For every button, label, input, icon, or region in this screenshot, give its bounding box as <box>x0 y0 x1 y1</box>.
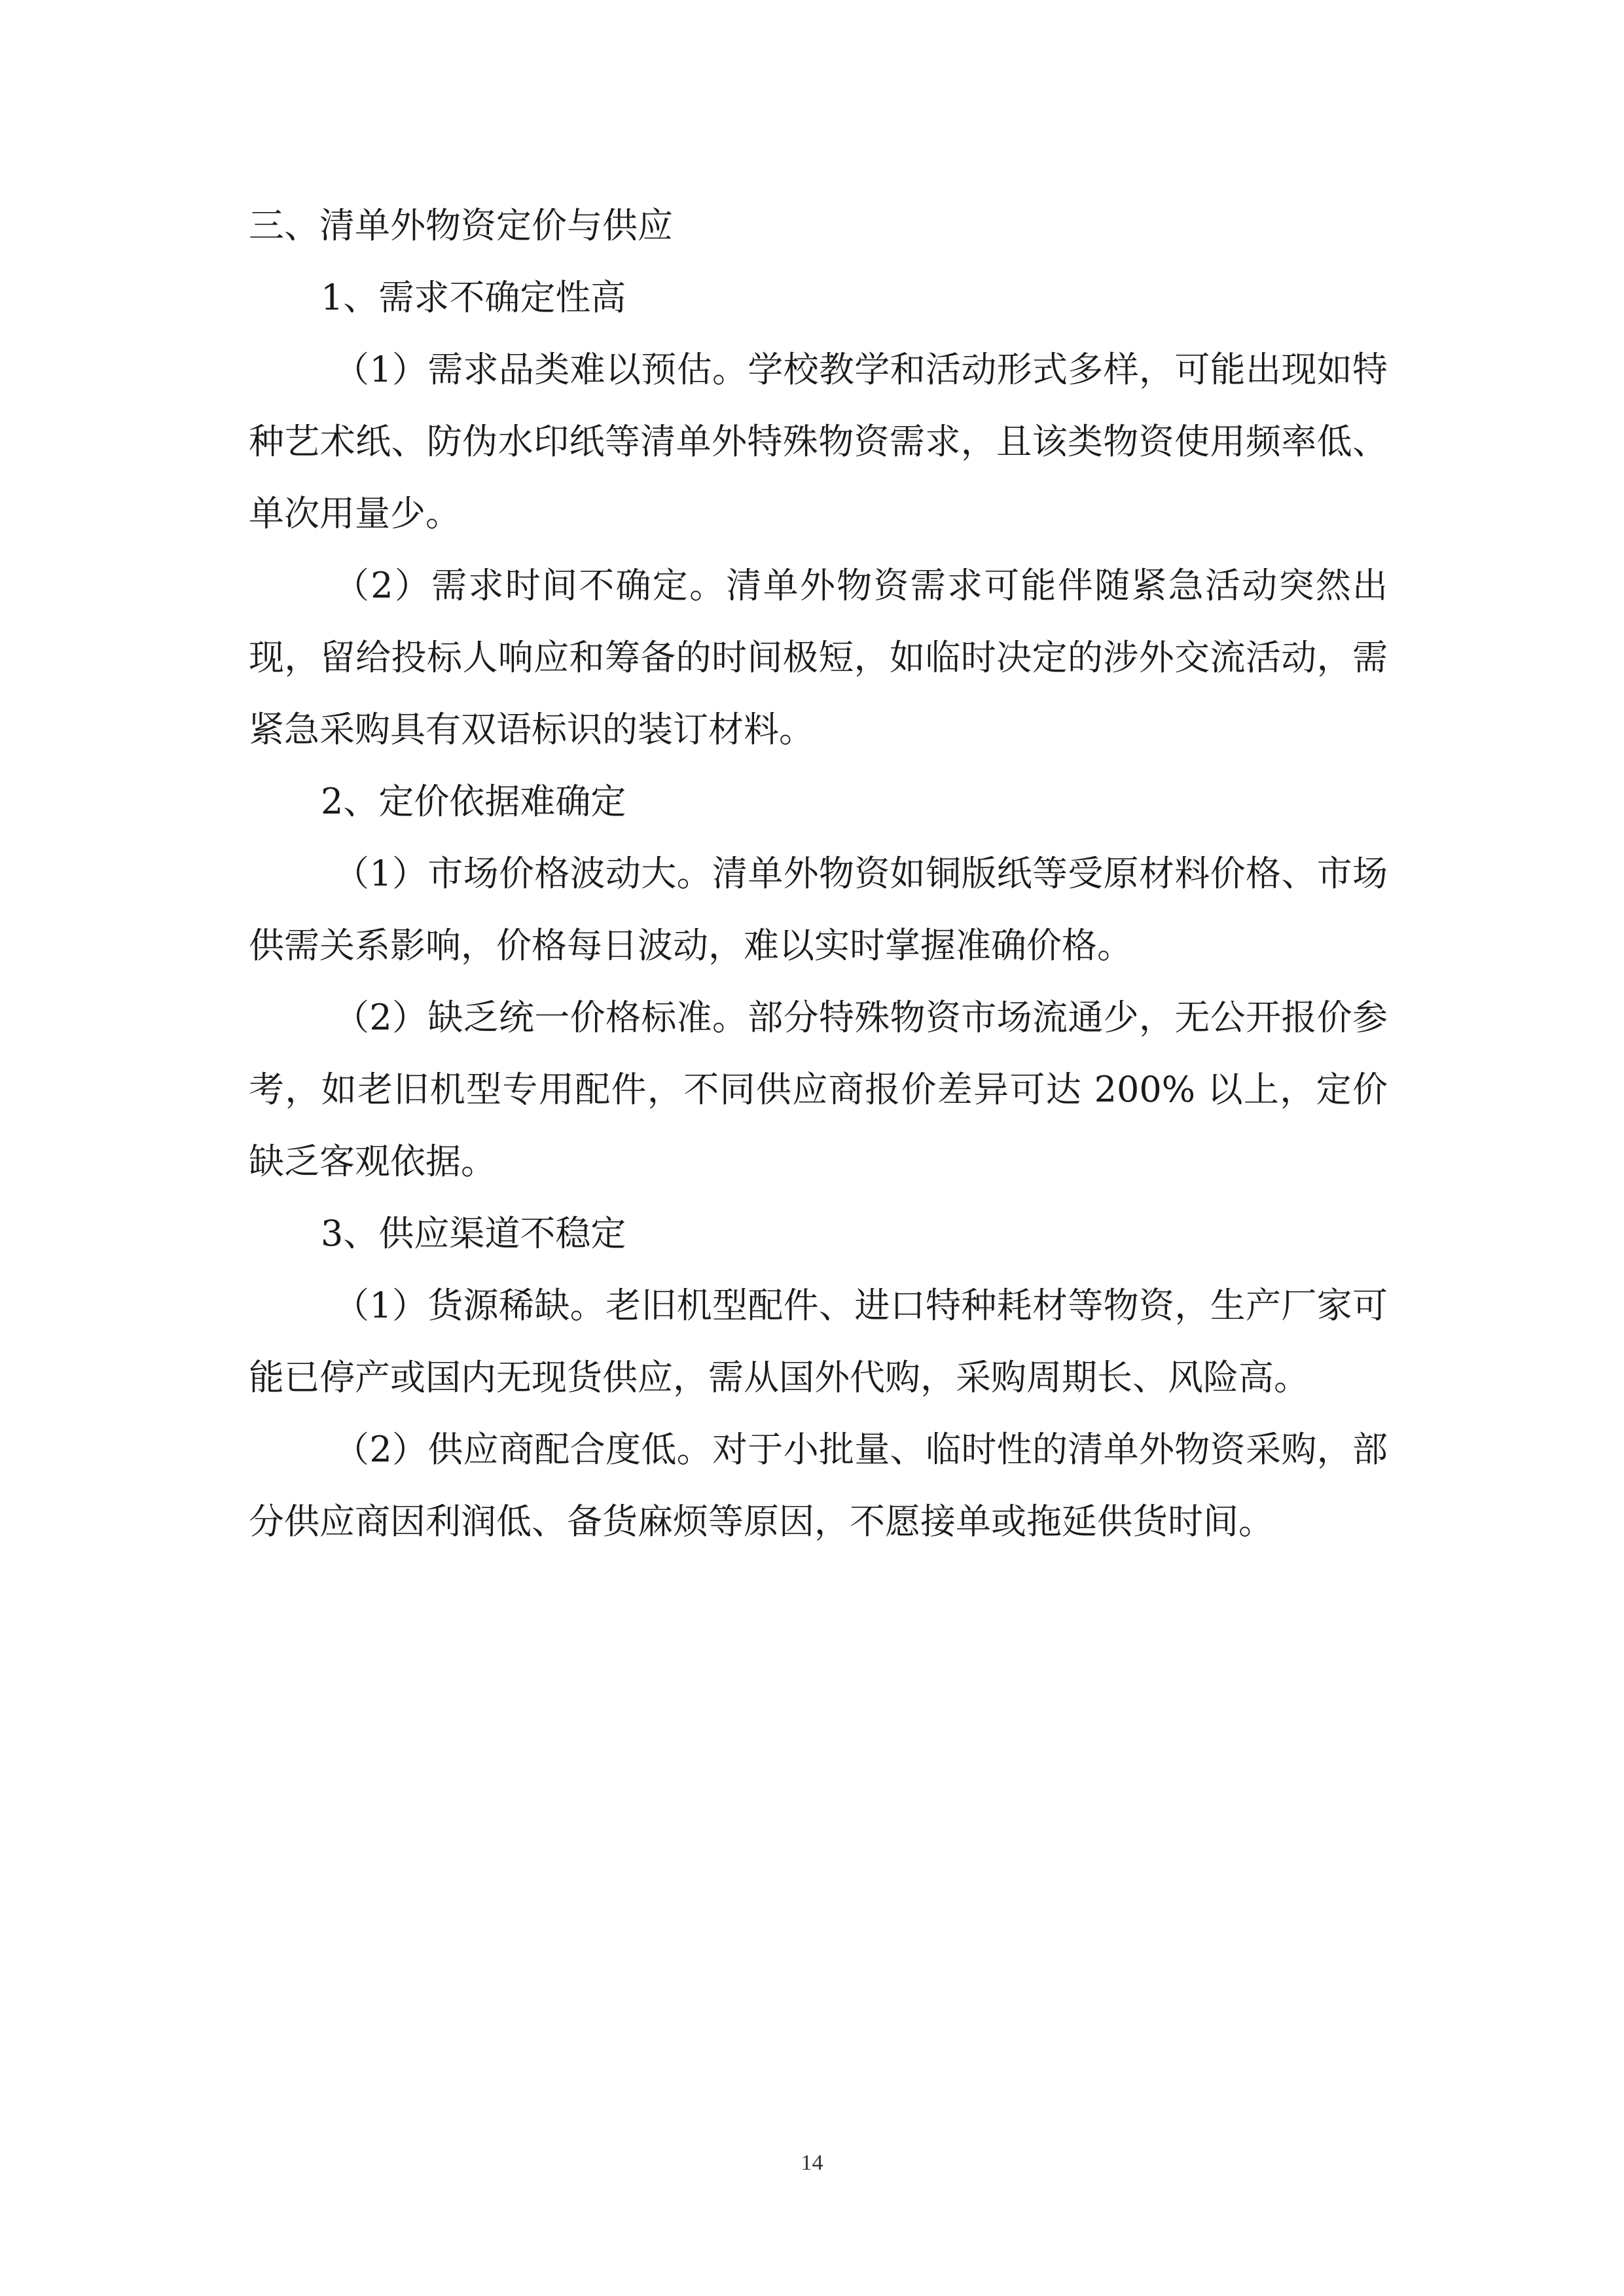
subsection-title-1: 1、需求不确定性高 <box>321 277 626 318</box>
page-content <box>249 190 1388 1558</box>
section-heading: 三、清单外物资定价与供应 <box>249 205 673 246</box>
page-number: 14 <box>801 2151 823 2175</box>
paragraph: （2）缺乏统一价格标准。部分特殊物资市场流通少，无公开报价参考，如老旧机型专用配件，不同供应商报价差异可达 200% 以上，定价缺乏客观依据。 <box>249 997 1388 1182</box>
subsection-title-3: 3、供应渠道不稳定 <box>321 1213 626 1254</box>
subsection-title-2: 2、定价依据难确定 <box>321 781 626 822</box>
paragraph: （1）市场价格波动大。清单外物资如铜版纸等受原材料价格、市场供需关系影响，价格每日波动，难以实时掌握准确价格。 <box>249 853 1388 966</box>
paragraph: （1）需求品类难以预估。学校教学和活动形式多样，可能出现如特种艺术纸、防伪水印纸等清单外特殊物资需求，且该类物资使用频率低、单次用量少。 <box>249 349 1388 534</box>
paragraph: （2）供应商配合度低。对于小批量、临时性的清单外物资采购，部分供应商因利润低、备货麻烦等原因，不愿接单或拖延供货时间。 <box>249 1429 1388 1542</box>
paragraph: （1）货源稀缺。老旧机型配件、进口特种耗材等物资，生产厂家可能已停产或国内无现货供应，需从国外代购，采购周期长、风险高。 <box>249 1285 1388 1398</box>
paragraph: （2）需求时间不确定。清单外物资需求可能伴随紧急活动突然出现，留给投标人响应和筹备的时间极短，如临时决定的涉外交流活动，需紧急采购具有双语标识的装订材料。 <box>249 565 1388 750</box>
